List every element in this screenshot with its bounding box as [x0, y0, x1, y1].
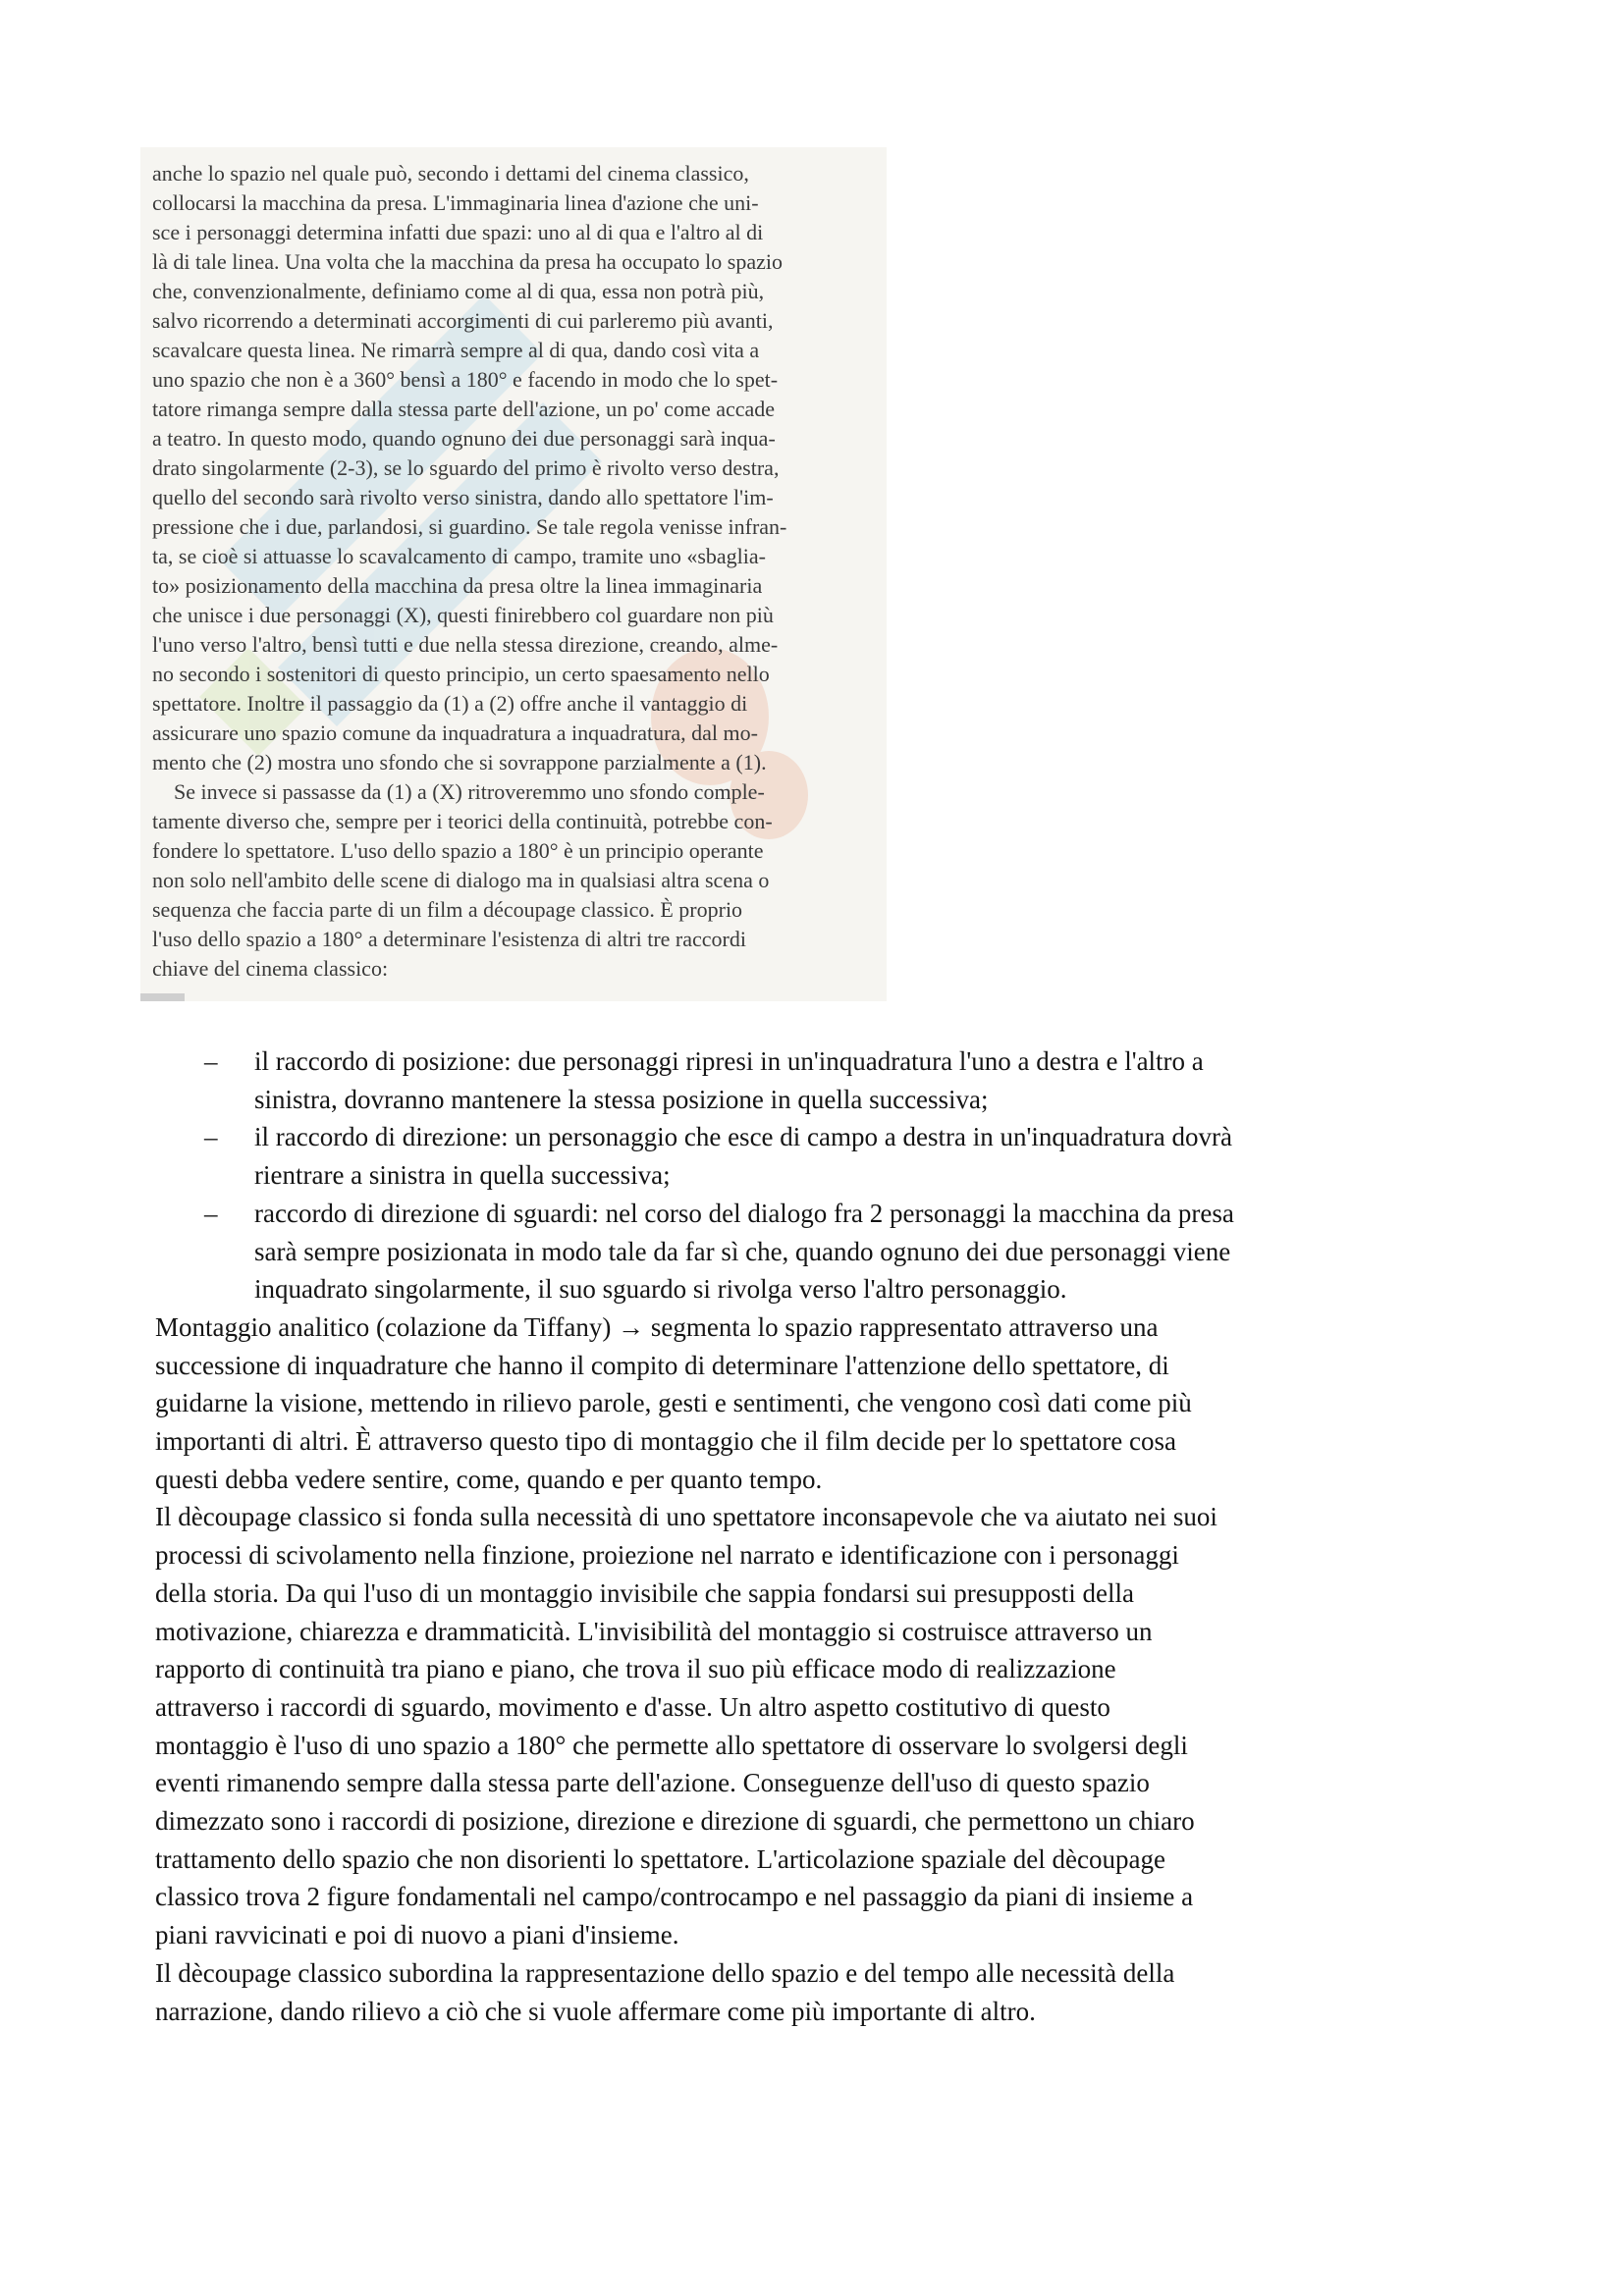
- paragraph-line: Il dècoupage classico subordina la rappresentazione dello spazio e del tempo alle necessità della: [155, 1957, 1175, 1988]
- scan-line: assicurare uno spazio comune da inquadratura a inquadratura, dal mo-: [152, 721, 758, 745]
- paragraph-line: questi debba vedere sentire, come, quando e per quanto tempo.: [155, 1464, 823, 1494]
- paragraph-line: montaggio è l'uso di uno spazio a 180° che permette allo spettatore di osservare lo svolgersi degli: [155, 1730, 1188, 1760]
- scan-line: mento che (2) mostra uno sfondo che si sovrappone parzialmente a (1).: [152, 750, 767, 774]
- bullet-line: il raccordo di direzione: un personaggio che esce di campo a destra in un'inquadratura dovrà: [254, 1122, 1232, 1152]
- paragraph-line: attraverso i raccordi di sguardo, movimento e d'asse. Un altro aspetto costitutivo di questo: [155, 1691, 1110, 1722]
- paragraph-line: successione di inquadrature che hanno il compito di determinare l'attenzione dello spettatore, di: [155, 1350, 1169, 1380]
- bullet-line: sinistra, dovranno mantenere la stessa posizione in quella successiva;: [254, 1084, 989, 1114]
- scan-line: spettatore. Inoltre il passaggio da (1) a (2) offre anche il vantaggio di: [152, 691, 748, 716]
- scan-line: tamente diverso che, sempre per i teorici della continuità, potrebbe con-: [152, 809, 773, 833]
- scan-line: l'uno verso l'altro, bensì tutti e due nella stessa direzione, creando, alme-: [152, 632, 779, 657]
- scan-edge: [140, 993, 185, 1001]
- bullet-dash: –: [204, 1198, 218, 1228]
- bullet-list: [155, 1042, 1481, 1308]
- paragraph-line: narrazione, dando rilievo a ciò che si vuole affermare come più importante di altro.: [155, 1996, 1036, 2026]
- scan-line: uno spazio che non è a 360° bensì a 180° e facendo in modo che lo spet-: [152, 367, 779, 392]
- paragraph-line: Il dècoupage classico si fonda sulla necessità di uno spettatore inconsapevole che va aiutato nei suoi: [155, 1502, 1217, 1532]
- scan-line: to» posizionamento della macchina da presa oltre la linea immaginaria: [152, 573, 763, 598]
- bullet-item: [155, 1195, 1481, 1308]
- bullet-line: raccordo di direzione di sguardi: nel corso del dialogo fra 2 personaggi la macchina da presa: [254, 1198, 1234, 1228]
- scan-line: chiave del cinema classico:: [152, 956, 389, 981]
- paragraph-line: della storia. Da qui l'uso di un montaggio invisibile che sappia fondarsi sui presupposti della: [155, 1577, 1134, 1608]
- paragraphs: [155, 1308, 1481, 2030]
- scan-line: fondere lo spettatore. L'uso dello spazio a 180° è un principio operante: [152, 838, 764, 863]
- scan-line: a teatro. In questo modo, quando ognuno dei due personaggi sarà inqua-: [152, 426, 776, 451]
- scan-line: che, convenzionalmente, definiamo come al di qua, essa non potrà più,: [152, 279, 765, 303]
- paragraph-line: classico trova 2 figure fondamentali nel campo/controcampo e nel passaggio da piani di insieme a: [155, 1882, 1194, 1912]
- bullet-line: il raccordo di posizione: due personaggi ripresi in un'inquadratura l'uno a destra e l'altro a: [254, 1046, 1204, 1076]
- scan-line: pressione che i due, parlandosi, si guardino. Se tale regola venisse infran-: [152, 514, 787, 539]
- paragraph-line: dimezzato sono i raccordi di posizione, direzione e direzione di sguardi, che permettono un chiaro: [155, 1806, 1195, 1837]
- scan-line: Se invece si passasse da (1) a (X) ritroveremmo uno sfondo comple-: [174, 779, 765, 804]
- scan-line: là di tale linea. Una volta che la macchina da presa ha occupato lo spazio: [152, 249, 783, 274]
- paragraph-line: piani ravvicinati e poi di nuovo a piani d'insieme.: [155, 1920, 679, 1950]
- paragraph-line: processi di scivolamento nella finzione, proiezione nel narrato e identificazione con i personaggi: [155, 1540, 1179, 1571]
- scanned-book-excerpt: [140, 147, 887, 1001]
- paragraph: [155, 1308, 1481, 1499]
- bullet-line: sarà sempre posizionata in modo tale da far sì che, quando ognuno dei due personaggi viene: [254, 1236, 1231, 1266]
- scan-line: sequenza che faccia parte di un film a découpage classico. È proprio: [152, 897, 743, 922]
- scan-line: tatore rimanga sempre dalla stessa parte dell'azione, un po' come accade: [152, 397, 776, 421]
- paragraph: [155, 1498, 1481, 1953]
- bullet-item: [155, 1042, 1481, 1118]
- scan-line: quello del secondo sarà rivolto verso sinistra, dando allo spettatore l'im-: [152, 485, 774, 509]
- bullet-item: [155, 1118, 1481, 1194]
- bullet-line: inquadrato singolarmente, il suo sguardo si rivolga verso l'altro personaggio.: [254, 1274, 1067, 1305]
- scan-text-block: [152, 159, 877, 984]
- paragraph-line: rapporto di continuità tra piano e piano, che trova il suo più efficace modo di realizzazione: [155, 1654, 1116, 1684]
- paragraph: [155, 1954, 1481, 2030]
- paragraph-line: guidarne la visione, mettendo in rilievo parole, gesti e sentimenti, che vengono così dati come più: [155, 1388, 1192, 1418]
- paragraph-line: motivazione, chiarezza e drammaticità. L'invisibilità del montaggio si costruisce attraverso un: [155, 1616, 1153, 1646]
- bullet-dash: –: [204, 1046, 218, 1076]
- scan-line: salvo ricorrendo a determinati accorgimenti di cui parleremo più avanti,: [152, 308, 774, 333]
- bullet-line: rientrare a sinistra in quella successiva;: [254, 1160, 671, 1191]
- scan-line: non solo nell'ambito delle scene di dialogo ma in qualsiasi altra scena o: [152, 868, 770, 892]
- paragraph-line: importanti di altri. È attraverso questo tipo di montaggio che il film decide per lo spettatore cosa: [155, 1426, 1176, 1457]
- document-body: [155, 1042, 1481, 2030]
- scan-line: no secondo i sostenitori di questo principio, un certo spaesamento nello: [152, 662, 770, 686]
- scan-line: l'uso dello spazio a 180° a determinare l'esistenza di altri tre raccordi: [152, 927, 746, 951]
- scan-line: che unisce i due personaggi (X), questi finirebbero col guardare non più: [152, 603, 774, 627]
- scan-line: collocarsi la macchina da presa. L'immaginaria linea d'azione che uni-: [152, 190, 759, 215]
- scan-line: sce i personaggi determina infatti due spazi: uno al di qua e l'altro al di: [152, 220, 764, 244]
- paragraph-line: trattamento dello spazio che non disorienti lo spettatore. L'articolazione spaziale del dècoupage: [155, 1843, 1165, 1874]
- scan-line: drato singolarmente (2-3), se lo sguardo del primo è rivolto verso destra,: [152, 455, 780, 480]
- paragraph-line: Montaggio analitico (colazione da Tiffany) → segmenta lo spazio rappresentato attraverso una: [155, 1311, 1159, 1342]
- paragraph-line: eventi rimanendo sempre dalla stessa parte dell'azione. Conseguenze dell'uso di questo spazio: [155, 1768, 1150, 1798]
- scan-line: anche lo spazio nel quale può, secondo i dettami del cinema classico,: [152, 161, 749, 186]
- scan-line: ta, se cioè si attuasse lo scavalcamento di campo, tramite uno «sbaglia-: [152, 544, 766, 568]
- bullet-dash: –: [204, 1122, 218, 1152]
- scan-line: scavalcare questa linea. Ne rimarrà sempre al di qua, dando così vita a: [152, 338, 760, 362]
